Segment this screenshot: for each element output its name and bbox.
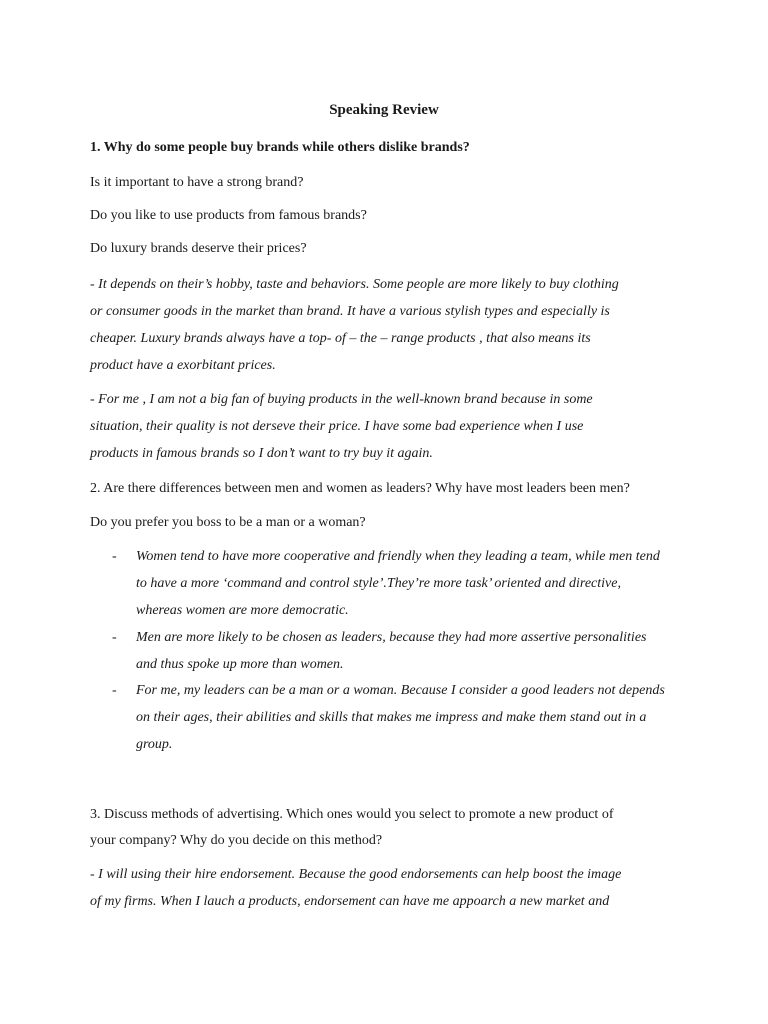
bullet-marker: - [112,549,117,564]
question-2: 2. Are there differences between men and women as leaders? Why have most leaders been men? [90,481,630,496]
sub-question: Do you prefer you boss to be a man or a woman? [90,515,366,530]
question-1: 1. Why do some people buy brands while others dislike brands? [90,140,470,155]
sub-question: Is it important to have a strong brand? [90,175,304,190]
page-title: Speaking Review [329,102,439,118]
sub-question: Do luxury brands deserve their prices? [90,241,307,256]
answer-line: - I will using their hire endorsement. Because the good endorsements can help boost the image [90,867,622,882]
question-3: 3. Discuss methods of advertising. Which ones would you select to promote a new product of [90,807,614,822]
bullet-line: For me, my leaders can be a man or a woman. Because I consider a good leaders not depends [136,683,665,698]
bullet-line: Men are more likely to be chosen as leaders, because they had more assertive personalities [136,630,647,645]
question-3-continued: your company? Why do you decide on this method? [90,833,383,848]
bullet-line: whereas women are more democratic. [136,603,349,618]
bullet-line: Women tend to have more cooperative and friendly when they leading a team, while men tend [136,549,660,564]
sub-question: Do you like to use products from famous brands? [90,208,367,223]
answer-line: situation, their quality is not derseve their price. I have some bad experience when I use [90,419,584,434]
bullet-line: on their ages, their abilities and skills that makes me impress and make them stand out in a [136,710,647,725]
bullet-line: and thus spoke up more than women. [136,657,344,672]
answer-line: - For me , I am not a big fan of buying products in the well-known brand because in some [90,392,593,407]
answer-line: - It depends on their’s hobby, taste and behaviors. Some people are more likely to buy clothing [90,277,619,292]
bullet-line: group. [136,737,173,752]
answer-line: or consumer goods in the market than brand. It have a various stylish types and especially is [90,304,610,319]
answer-line: product have a exorbitant prices. [90,358,276,373]
answer-line: of my firms. When I lauch a products, endorsement can have me appoarch a new market and [90,894,610,909]
answer-line: cheaper. Luxury brands always have a top- of – the – range products , that also means its [90,331,591,346]
bullet-marker: - [112,683,117,698]
bullet-marker: - [112,630,117,645]
bullet-line: to have a more ‘command and control style’.They’re more task’ oriented and directive, [136,576,621,591]
answer-line: products in famous brands so I don’t want to try buy it again. [90,446,433,461]
